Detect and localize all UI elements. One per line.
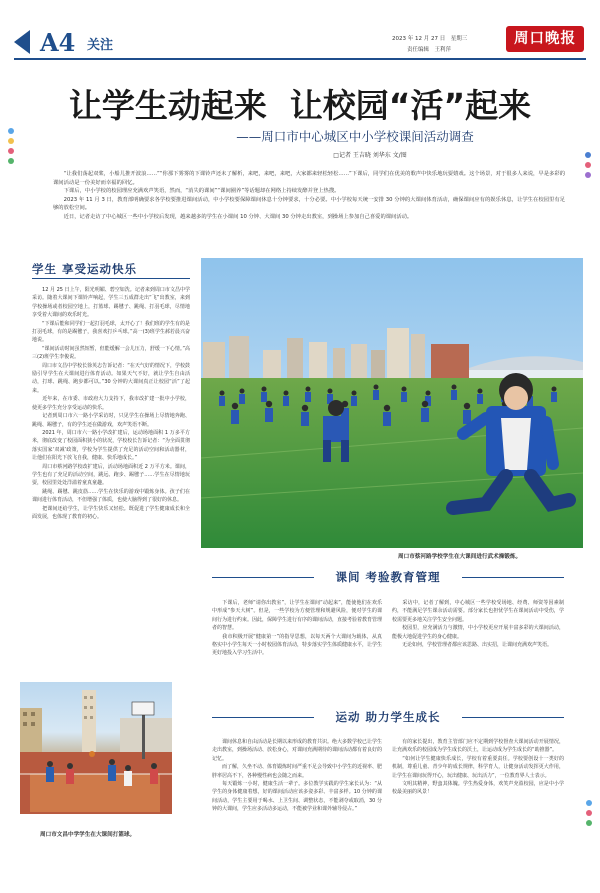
paragraph: “下课后能和同学们一起打羽毛球，太开心了！我们班的学生有的是打羽毛球，有的是踢毽子，我喜欢打乒乓球。”高一(3)班学生郝若晨兴奋地说。 <box>32 320 190 344</box>
decor-dot <box>8 158 14 164</box>
decor-dot <box>585 152 591 158</box>
paragraph: 无论如何，学校管理者都应该思路、出实招，让课间充满欢声笑语。 <box>392 642 553 649</box>
intro-paragraph: 下课后，中小学校的校园理应充满欢声笑语，然而，“消失的课间”“课间圈养”等话题却在网络上持续发酵并登上热搜。 <box>53 188 340 195</box>
paragraph: 有的家长提出，教育主管部门应不定期到学校督查大课间活动开展情况，让充满欢乐的校园成为学生成长的沃土，让运动成为学生成长的“助推器”。 <box>392 739 564 754</box>
decor-dot <box>586 810 592 816</box>
basketball-scene <box>20 682 172 814</box>
paragraph: 每天锻炼一小时，健康生活一辈子。多位教学实践的学生家长认为：“从学生的身体健康着想，好的课间活动应该多姿多彩、丰富多样。10 分钟的课间活动，学生主要用于喝水、上卫生间、调整状态，不能剥夺或取消，30 分钟的大课间，学生应多活动多运动，不能被学业和课外辅导侵占。” <box>212 781 382 813</box>
paragraph: 周口市文昌中学校长徐英志告诉记者：“在天气好的情况下，学校鼓励引导学生在大课间进行体育活动。如果天气不好，就让学生自由活动，打球、跳绳、跑步都可以。”30 分钟的大课间真正让校园“活”了起来。 <box>32 362 190 394</box>
caption-small: 周口市文昌中学学生在大课间打篮球。 <box>40 832 136 838</box>
intro-paragraph: 2023 年 11 月 3 日，教育部明确要求各学校要推进课间活动，中小学校要保障课间休息十分钟要求，十分必要。中小学校每天统一安排 30 分钟的大课间体育活动，确保课间应有的娱乐休息，让学生在校园里有足够的放松空间。 <box>53 196 565 212</box>
decor-dot <box>586 800 592 806</box>
paragraph: “课间活动时间虽然短暂，但能缓解一会儿压力，舒缓一下心情。”高三(2)班学生李俊说。 <box>32 345 190 361</box>
photo-martial-arts <box>201 258 583 548</box>
paragraph: 课间休息和自由活动是长期以来形成的教育共识。绝大多数学校已让学生走出教室，到操场活动、放松身心，对课间充满期待的课间活动都有着良好的记忆。 <box>212 739 382 762</box>
paragraph: 采访中，记者了解到，中心城区一些学校受场地、经费、师资等因素制约，不能满足学生课余活动需要。部分家长也担忧学生在课间活动中受伤，学校需要更多地关注学生安全问题。 <box>392 600 564 623</box>
section-body <box>212 738 382 866</box>
paragraph: 下课后，老师“请你出教室”，让学生在课间“动起来”，能使他们在欢乐中形成“参天大树”。但是，一些学校为方便管理和规避风险，便对学生的课间行为进行约束。因此，保障学生进行有序的课间活动，直接考验着教育管理者的智慧。 <box>212 600 382 632</box>
decor-dot <box>586 820 592 826</box>
decor-dot <box>585 162 591 168</box>
section-body <box>392 738 564 866</box>
paragraph: 校园里，应充满活力与激情，中小学校更应开展丰富多彩的大课间活动，能极大地促进学生的身心健康。 <box>392 625 564 640</box>
decor-dot <box>585 172 591 178</box>
paragraph: 跳绳、踢毽、跳皮筋……学生在快乐的游戏中锻炼身体。孩子们在课间进行体育活动，不但增强了体质，也使大脑得到了很好的休息。 <box>32 488 190 504</box>
paragraph: 记者到周口市六一路小学采访时，只见学生在操场上尽情地奔跑、跳绳、踢毽子，有的学生还在做游戏，欢声笑语不断。 <box>32 413 190 428</box>
paragraph: 2021 年，周口市六一路小学改扩建后，运动场地面积 1 万多平方米，彻底改变了校园面积狭小的状况，学校校长告诉记者：“为全面贯彻落实国家‘双减’政策，学校为学生提供了充足的活动空间和活动器材，让他们在阳光下放飞自我，健康、快乐地成长。” <box>32 429 190 462</box>
paragraph: 周口市蔡河路学校改扩建后，活动场地面积近 2 万平方米。课间，学生也有了充足的活动空间，跳远、跑步、踢毽子……学生在尽情地玩耍，校园里处处洋溢着童真童趣。 <box>32 463 190 487</box>
paragraph: 文明其精神，野蛮其体魄。学生热爱身体，欢笑声充盈校园，应是中小学校最美丽的风景！ <box>392 781 564 796</box>
section-heading: 课间 考验教育管理 <box>335 570 441 584</box>
section-body <box>212 599 382 707</box>
byline: □记者 王吉晓 刘华东 文/图 <box>333 152 407 159</box>
section-rule <box>32 278 190 279</box>
section-name: 关注 <box>87 38 114 53</box>
section-heading: 学生 享受运动快乐 <box>32 262 138 276</box>
decor-dot <box>8 138 14 144</box>
intro-block <box>53 170 565 252</box>
caption-main: 周口市蔡河路学校学生在大课间进行武术操锻炼。 <box>398 554 522 560</box>
header-rule <box>14 58 586 60</box>
page-header <box>0 20 600 62</box>
paragraph: 我市积极开展“健康第一”的指导思想，以每天两个大课间为载体，从真格实中小学生每天一小时校园体育活动，特步落实学生体质健康水平，让学生更好地投入学习生活中。 <box>212 633 382 657</box>
section-rule <box>212 577 314 578</box>
paragraph: 12 月 25 日上午，阳光明媚、碧空如洗。记者来到周口市文昌中学采访。随着大课间下课铃声响起，学生三五成群走出“飞”出教室，来到学校操场或者校园空地上，打篮球、踢毽子、跳绳、打羽毛球，尽情地享受着大课间的欢乐时光。 <box>32 287 190 319</box>
photo-basketball <box>20 682 172 814</box>
decor-dot <box>8 148 14 154</box>
intro-paragraph: “让我们荡起双桨，小船儿推开波浪……”“你那下雾雾的下课铃声还未了解析，来吧，来吧，来吧，大家都来轻松轻松……”下课后，同学们在优美的歌声中快乐地玩耍嬉戏。这个场景，对于很多人来说，早是多彩的课间活动是一份美好而幸福的回忆。 <box>53 171 565 186</box>
section-rule <box>462 577 564 578</box>
paragraph: “如何让学生健康快乐成长，学校有着重要责任。学校要创设十一类好的机制，尊重儿童、青少年的成长规律，科学育人，让健身活动发挥更大作用，让学生在课间玩得开心，玩出健康、玩出活力”，一位教育界人士表示。 <box>392 755 564 779</box>
section-rule <box>462 717 564 718</box>
section-body <box>392 599 564 707</box>
decor-dot <box>8 128 14 134</box>
intro-paragraph: 近日，记者走访了中心城区一些中小学校后发现，越来越多的学生在小课间 10 分钟、大课间 30 分钟走出教室，到操场上参加自己喜爱的课间活动。 <box>53 213 413 220</box>
section-rule <box>212 717 314 718</box>
article-subtitle: ——周口市中心城区中小学校课间活动调查 <box>236 129 474 144</box>
martial-arts-scene <box>201 258 583 548</box>
editor: 责任编辑 王利萍 <box>407 47 452 53</box>
brand-name: 周口晚报 <box>514 30 576 47</box>
article-title: 让学生动起来 让校园“活”起来 <box>68 86 532 125</box>
header-arrow-icon <box>14 30 30 54</box>
section-heading: 运动 助力学生成长 <box>335 710 441 724</box>
paragraph: 近年来，在市委、市政府大力支持下，我市改扩建一批中小学校，使更多学生充分享受运动的快乐。 <box>32 396 190 411</box>
page-number: A4 <box>40 28 76 57</box>
paragraph: 而了解，久坐不动、体育锻炼时间严重不足会导致中小学生的近视率、肥胖率居高不下，各种慢性病也会随之而来。 <box>212 764 382 779</box>
issue-date: 2023 年 12 月 27 日 星期三 <box>392 36 468 42</box>
section-body <box>32 286 190 682</box>
paragraph: 把课间还给学生，让学生快乐又轻松。既促进了学生健康成长和全面发展，也体现了教育的初心。 <box>32 505 190 520</box>
brand-logo <box>506 26 584 52</box>
